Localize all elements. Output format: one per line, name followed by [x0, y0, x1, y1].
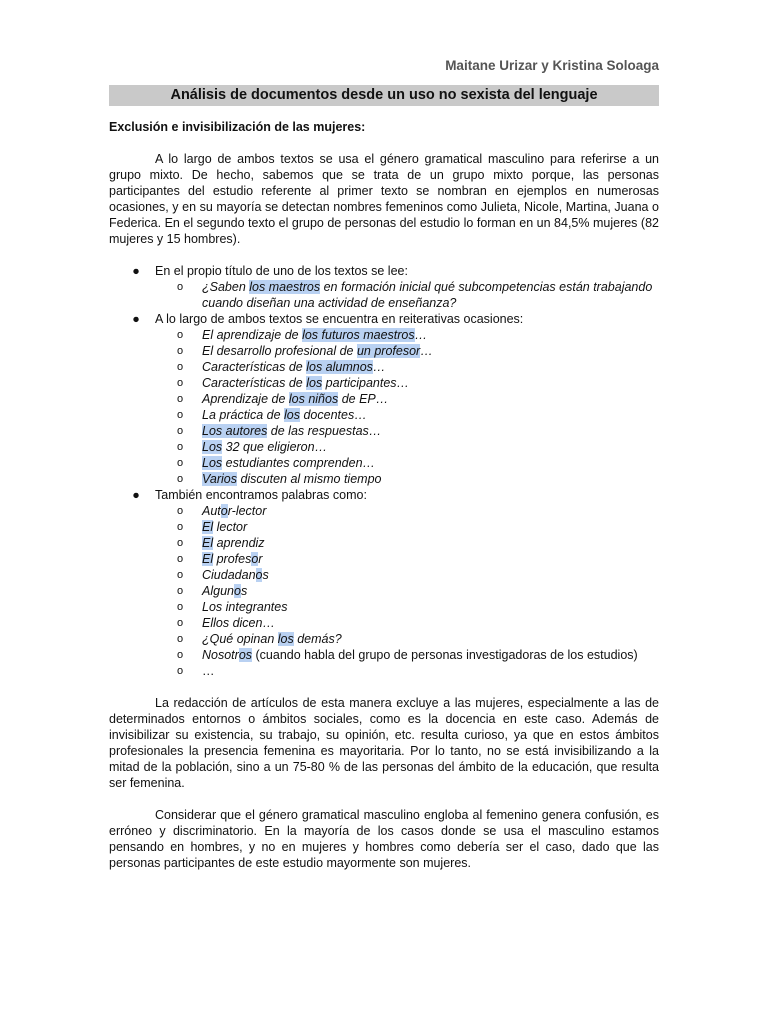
paragraph-intro: A lo largo de ambos textos se usa el género gramatical masculino para referirse a un grupo mixto. De hecho, sabemos que se trata de un grupo mixto porque, las personas participantes del estudio referente al primer texto se nombran en ejemplos en numerosas ocasiones, y en su mayoría se detectan nombres femeninos como Julieta, Nicole, Martina, Juana o Federica. En el segundo texto el grupo de personas del estudio lo forman en un 84,5% mujeres (82 mujeres y 15 hombres).	[109, 152, 659, 246]
list-item: o El aprendiz	[177, 536, 265, 550]
list-item: o ¿Qué opinan los demás?	[177, 632, 342, 646]
list-item: o Características de los alumnos…	[177, 360, 386, 374]
bullet-marker: ●	[132, 488, 140, 502]
highlight: o	[233, 584, 241, 598]
highlight: los futuros maestros	[302, 328, 415, 342]
list-item: o Los integrantes	[177, 600, 288, 614]
bullet-label: En el propio título de uno de los textos se lee:	[155, 264, 408, 278]
sub-marker: o	[177, 345, 184, 357]
bullet-marker: ●	[132, 312, 140, 326]
list-item: o Ellos dicen…	[177, 616, 275, 630]
list-item: o El desarrollo profesional de un profesor…	[177, 344, 433, 358]
list-item: o ¿Saben los maestros en formación inicial qué subcompetencias están trabajando cuando diseñan una actividad de enseñanza?	[177, 280, 653, 310]
highlight: El	[202, 520, 214, 534]
highlight: los alumnos	[306, 360, 373, 374]
highlight: os	[238, 648, 253, 662]
sub-marker: o	[177, 377, 184, 389]
sub-marker: o	[177, 505, 184, 517]
sub-list	[155, 279, 659, 311]
bullet-title-example	[109, 263, 659, 311]
bullet-label: También encontramos palabras como:	[155, 488, 367, 502]
highlight: Los	[202, 456, 223, 470]
sub-marker: o	[177, 521, 184, 533]
bullet-marker: ●	[132, 264, 140, 278]
sub-marker: o	[177, 281, 184, 293]
highlight: los	[306, 376, 323, 390]
list-item-note: (cuando habla del grupo de personas investigadoras de los estudios)	[252, 648, 638, 662]
sub-marker: o	[177, 553, 184, 565]
bullet-label: A lo largo de ambos textos se encuentra en reiterativas ocasiones:	[155, 312, 524, 326]
sub-marker: o	[177, 409, 184, 421]
sub-marker: o	[177, 633, 184, 645]
sub-list	[155, 327, 659, 487]
list-item: o Los autores de las respuestas…	[177, 424, 382, 438]
list-item: o El lector	[177, 520, 248, 534]
highlight: o	[220, 504, 228, 518]
list-item: o El aprendizaje de los futuros maestros…	[177, 328, 428, 342]
highlight: Los autores	[202, 424, 268, 438]
sub-marker: o	[177, 665, 184, 677]
highlight: o	[251, 552, 259, 566]
highlight: El	[202, 552, 214, 566]
sub-marker: o	[177, 569, 184, 581]
highlight: Los	[202, 440, 223, 454]
sub-marker: o	[177, 393, 184, 405]
sub-marker: o	[177, 441, 184, 453]
sub-marker: o	[177, 617, 184, 629]
list-item: o El profesor	[177, 552, 263, 566]
highlight: un profesor	[356, 344, 421, 358]
list-item: o Autor-lector	[177, 504, 267, 518]
sub-marker: o	[177, 457, 184, 469]
highlight: o	[255, 568, 263, 582]
document-page	[109, 56, 659, 871]
list-item: o Características de los participantes…	[177, 376, 410, 390]
highlight: Varios	[202, 472, 237, 486]
list-item: o …	[177, 664, 215, 678]
sub-marker: o	[177, 473, 184, 485]
section-heading: Exclusión e invisibilización de las mujeres:	[109, 120, 366, 134]
highlight: los	[284, 408, 300, 422]
sub-marker: o	[177, 537, 184, 549]
highlight: los maestros	[249, 280, 321, 294]
document-title: Análisis de documentos desde un uso no sexista del lenguaje	[109, 85, 659, 106]
bullet-repeated-examples	[109, 311, 659, 487]
list-item: o Los 32 que eligieron…	[177, 440, 328, 454]
list-item: o Nosotros (cuando habla del grupo de personas investigadoras de los estudios)	[177, 648, 638, 662]
list-item: o Varios discuten al mismo tiempo	[177, 472, 382, 486]
sub-marker: o	[177, 329, 184, 341]
sub-marker: o	[177, 649, 184, 661]
paragraph-exclusion: La redacción de artículos de esta manera excluye a las mujeres, especialmente a las de determinados entornos o ámbitos sociales, como es la docencia en este caso. Además de invisibilizar su existencia, su trabajo, su opinión, etc. resulta curioso, ya que en estos ámbitos profesionales la presencia femenina es mayoritaria. Por lo tanto, no se está invisibilizando a la mitad de la población, sino a un 75-80 % de las personas del ámbito de la educación, que resulta ser femenina.	[109, 696, 659, 790]
bullet-word-examples	[109, 487, 659, 679]
list-item: o Ciudadanos	[177, 568, 269, 582]
sub-marker: o	[177, 585, 184, 597]
list-item: o Los estudiantes comprenden…	[177, 456, 376, 470]
sub-marker: o	[177, 601, 184, 613]
sub-marker: o	[177, 361, 184, 373]
sub-list	[155, 503, 659, 679]
paragraph-conclusion: Considerar que el género gramatical masculino engloba al femenino genera confusión, es erróneo y discriminatorio. En la mayoría de los casos donde se usa el masculino estamos pensando en hombres, y no en mujeres y hombres como debería ser el caso, dado que las personas participantes de este estudio mayormente son mujeres.	[109, 808, 659, 870]
highlight: El	[202, 536, 214, 550]
list-item: o Aprendizaje de los niños de EP…	[177, 392, 389, 406]
highlight: los	[277, 632, 294, 646]
sub-marker: o	[177, 425, 184, 437]
highlight: los niños	[288, 392, 339, 406]
list-item: o La práctica de los docentes…	[177, 408, 367, 422]
examples-list	[109, 263, 659, 679]
list-item: o Algunos	[177, 584, 248, 598]
authors-header: Maitane Urizar y Kristina Soloaga	[445, 58, 659, 73]
